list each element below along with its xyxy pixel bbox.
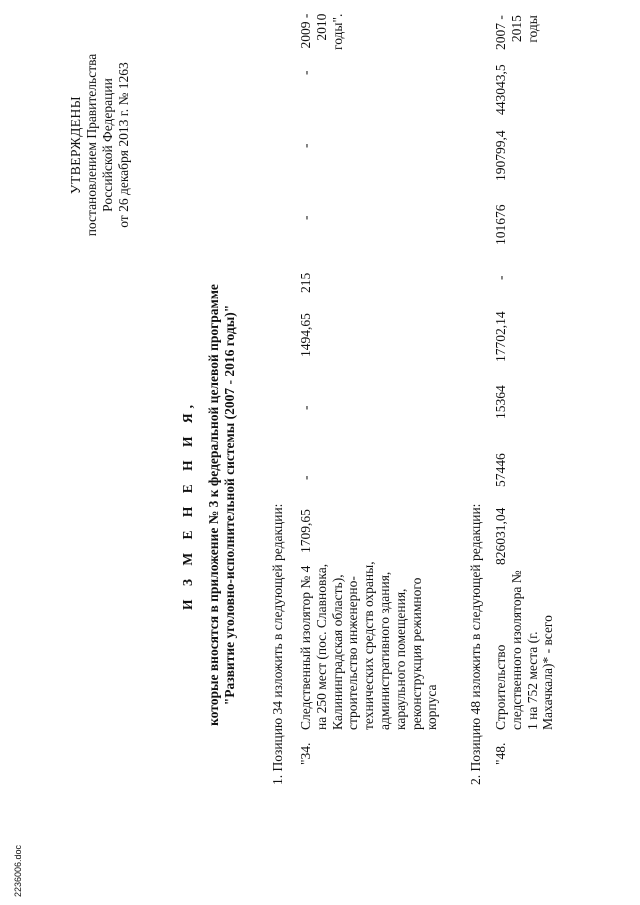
value-cell: 17702,14 (493, 311, 508, 362)
value-cell: - (298, 70, 313, 75)
value-cell: 101676 (493, 204, 508, 245)
value-cell: - (298, 215, 313, 220)
section-intro: 1. Позицию 34 изложить в следующей редакции: (270, 503, 285, 785)
value-cell: 215 (298, 272, 313, 293)
value-cell: 15364 (493, 385, 508, 419)
years-line: годы (524, 15, 540, 43)
row-description: Строительство следственного изолятора № 1 на 752 места (г. Махачкала)* - всего (493, 570, 556, 730)
footer-filename: 2236006.doc (13, 844, 23, 897)
years-line: 2010 (313, 13, 329, 41)
section-intro: 2. Позицию 48 изложить в следующей редакции: (468, 503, 483, 785)
value-cell: 1494,65 (298, 313, 313, 357)
value-cell: - (298, 143, 313, 148)
years-line: 2015 (508, 15, 524, 43)
approval-line: Российской Федерации (100, 78, 115, 212)
heading-line: "Развитие уголовно-исполнительной системы (2007 - 2016 годы)" (222, 304, 237, 706)
row-number: "48. (493, 742, 508, 765)
value-total: 826031,04 (493, 507, 508, 565)
table-row (298, 0, 458, 905)
value-cell: 443043,5 (493, 64, 508, 115)
heading-line: которые вносятся в приложение № 3 к федеральной целевой программе (206, 284, 221, 726)
value-cell: - (493, 275, 508, 280)
years-line: 2007 - (493, 15, 508, 50)
years-line: 2009 - (298, 13, 313, 49)
document-heading (180, 225, 238, 785)
value-cell: 190799,4 (493, 130, 508, 181)
value-total: 1709,65 (298, 509, 313, 553)
years-cell (493, 15, 540, 50)
value-cell: - (298, 405, 313, 410)
approval-title: УТВЕРЖДЕНЫ (68, 95, 83, 195)
approval-date: от 26 декабря 2013 г. № 1263 (116, 62, 131, 228)
heading-title: И З М Е Н Е Н И Я, (180, 400, 195, 611)
value-cell: - (298, 475, 313, 480)
value-cell: 57446 (493, 453, 508, 487)
years-line: годы". (329, 13, 345, 50)
approval-line: постановлением Правительства (84, 53, 99, 237)
table-row (493, 0, 583, 905)
approval-block (68, 30, 132, 260)
row-description: Следственный изолятор № 4 на 250 мест (пос. Славновка, Калининградская область), строительство инженерно-технических средств охраны, административного здания, караульного помещения, реконструкция режимного корпуса (298, 561, 440, 730)
row-number: "34. (298, 742, 313, 765)
years-cell (298, 14, 345, 50)
